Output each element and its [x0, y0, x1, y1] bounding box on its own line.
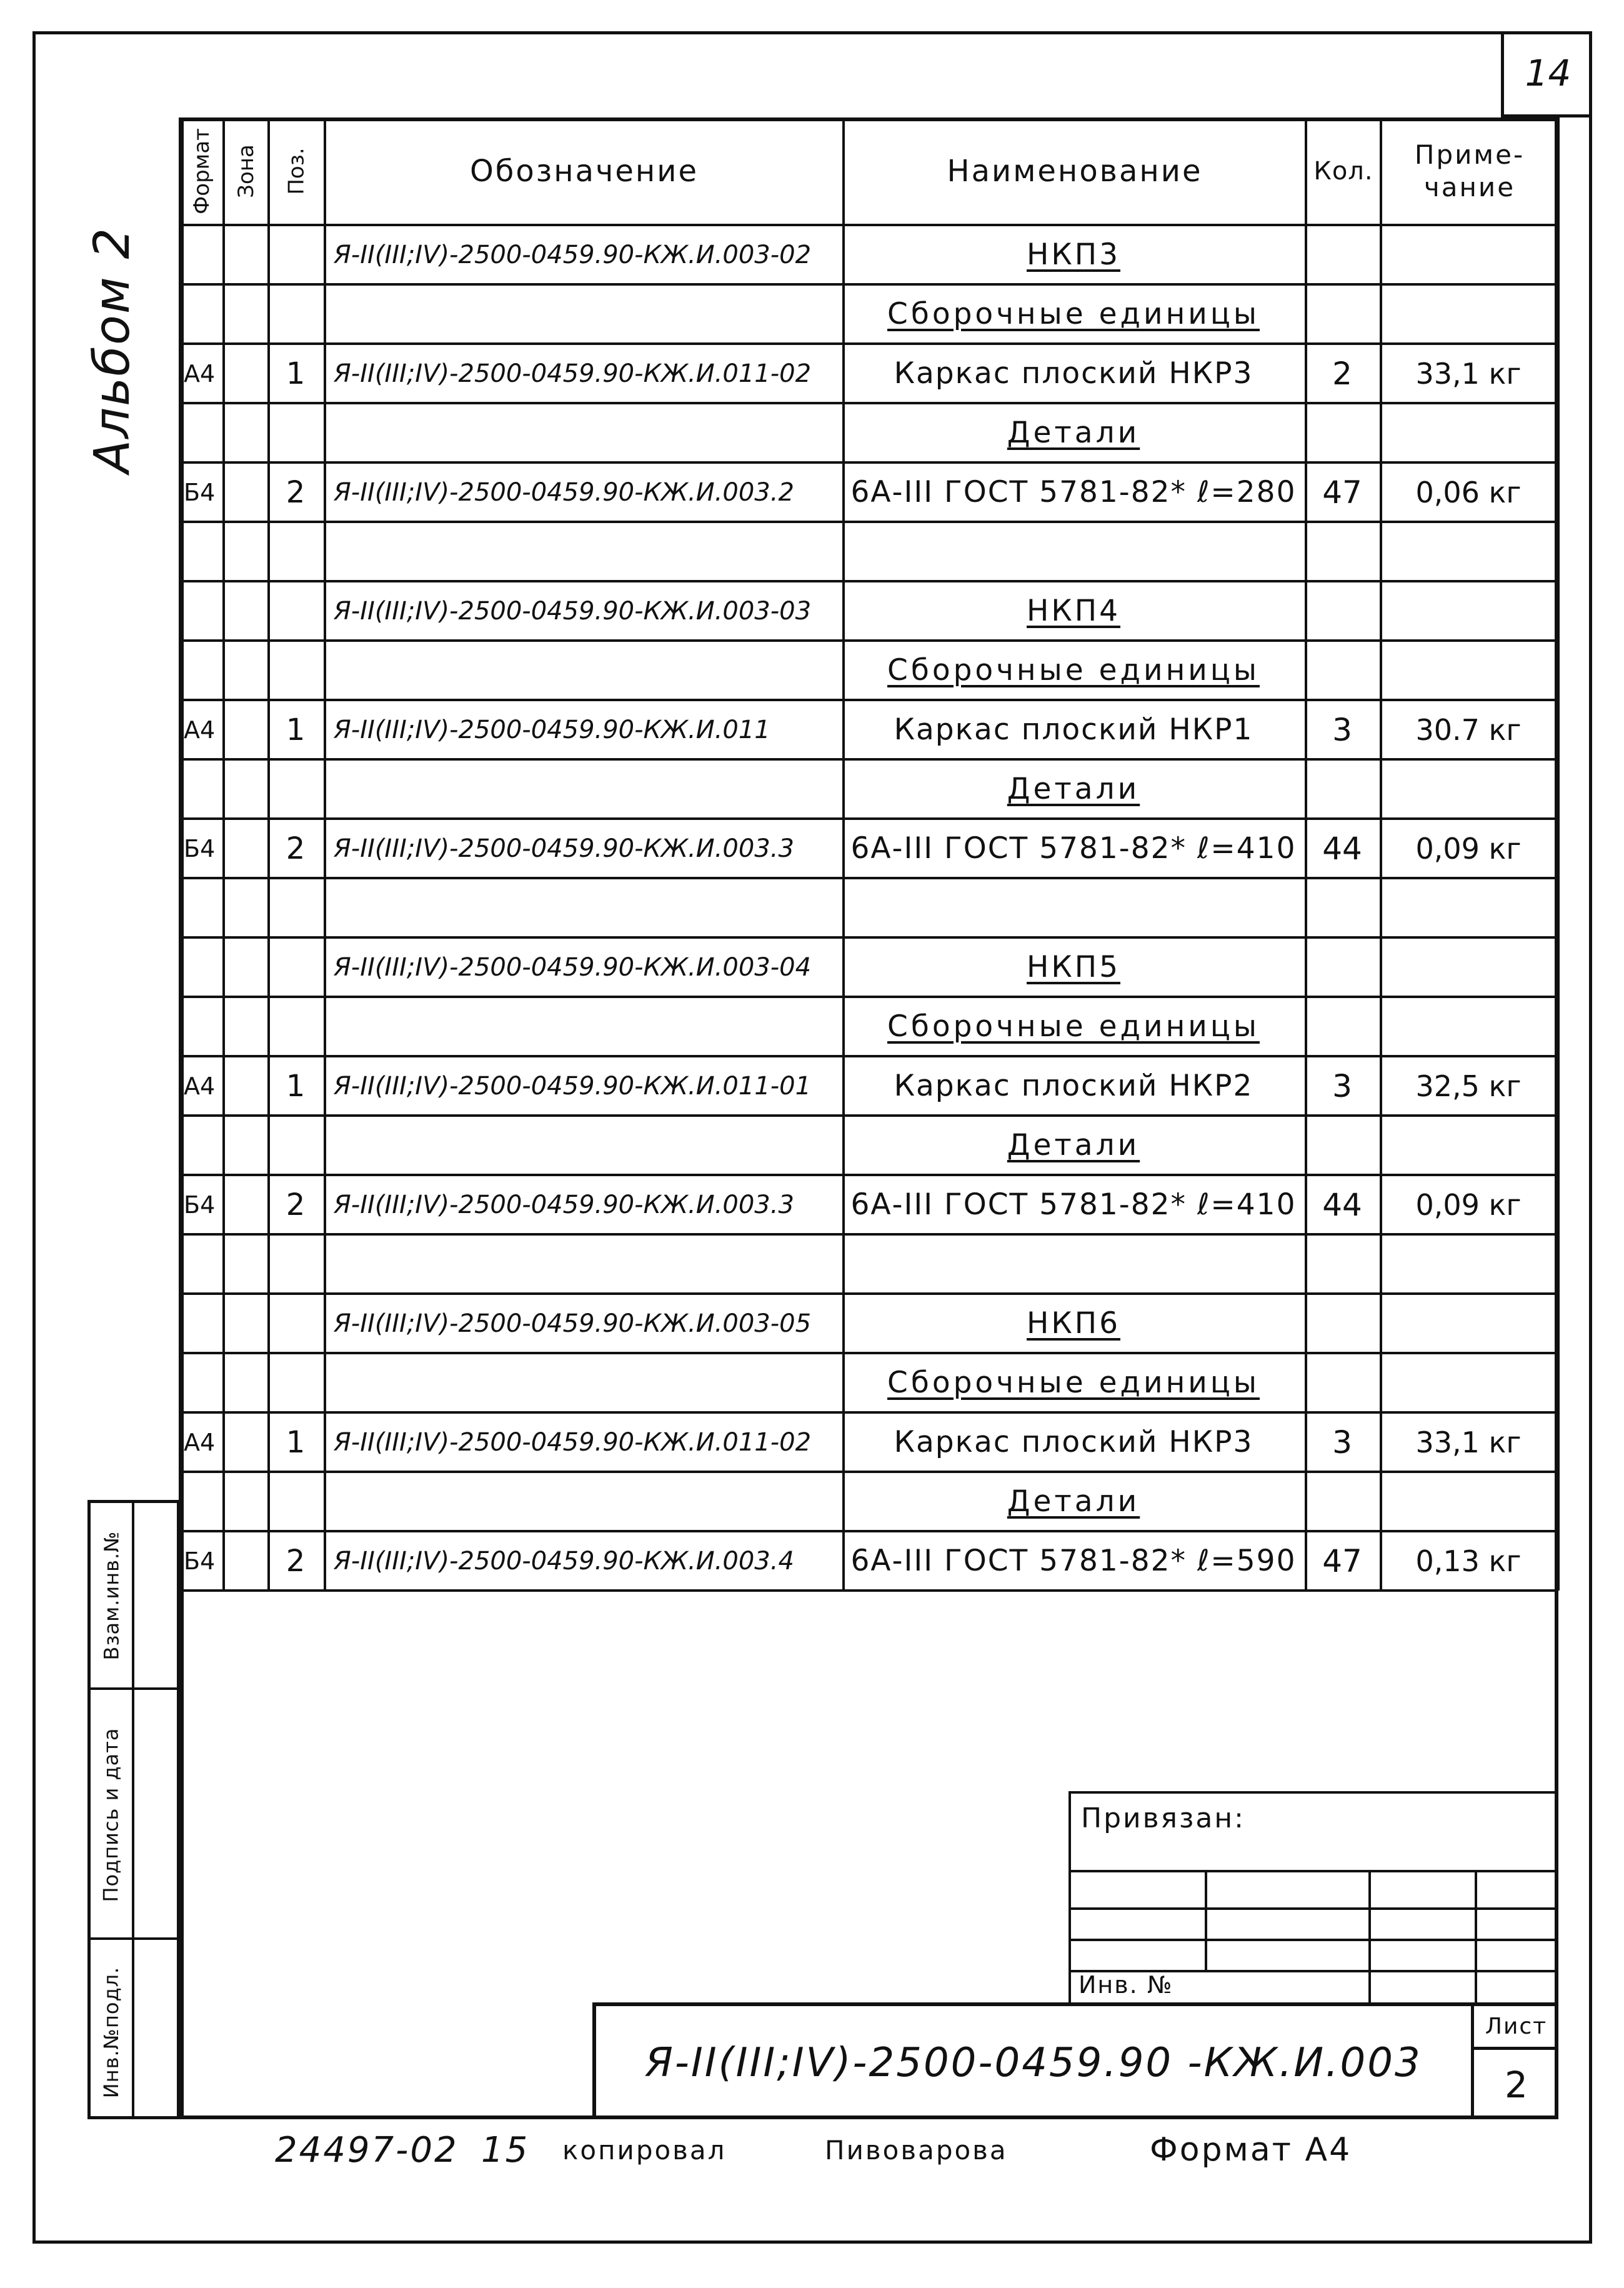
row-format: Б4	[184, 834, 216, 862]
row-quantity: 47	[1322, 474, 1362, 511]
row-designation	[325, 1353, 850, 1412]
table-column-line	[1557, 117, 1560, 1591]
row-designation: Я-II(III;IV)-2500-0459.90-КЖ.И.003-05	[334, 1309, 812, 1338]
row-position	[269, 225, 322, 284]
row-format: Б4	[184, 478, 216, 506]
sheet-value: 2	[1505, 2063, 1528, 2106]
side-stamp	[87, 1500, 180, 2119]
row-quantity	[1306, 1234, 1378, 1294]
row-quantity	[1306, 1116, 1378, 1175]
row-name	[844, 878, 1303, 937]
row-quantity	[1306, 937, 1378, 997]
row-name: НКП5	[1027, 950, 1120, 984]
row-note: 33,1 кг	[1415, 356, 1522, 391]
row-format	[180, 641, 225, 700]
row-position: 2	[286, 1187, 306, 1222]
row-name	[844, 1234, 1303, 1294]
row-designation: Я-II(III;IV)-2500-0459.90-КЖ.И.011-01	[334, 1071, 812, 1101]
row-name: 6А-III ГОСТ 5781-82* ℓ=280	[850, 475, 1297, 509]
row-quantity	[1306, 1353, 1378, 1412]
row-position	[269, 759, 322, 819]
replace-inv-cell	[91, 1503, 132, 1687]
row-position: 2	[286, 831, 306, 866]
signature-date-label: Подпись и дата	[99, 1727, 123, 1902]
row-position	[269, 403, 322, 462]
row-note	[1381, 937, 1556, 997]
row-position: 1	[286, 712, 306, 747]
row-note	[1381, 759, 1556, 819]
row-format: А4	[184, 1072, 216, 1100]
table-column-line	[1305, 117, 1307, 1591]
row-format	[180, 937, 225, 997]
row-quantity	[1306, 581, 1378, 641]
table-column-line	[324, 117, 326, 1591]
row-quantity: 3	[1332, 711, 1352, 748]
row-note: 0,13 кг	[1415, 1544, 1522, 1578]
row-format: Б4	[184, 1547, 216, 1575]
row-position	[269, 1234, 322, 1294]
row-position	[269, 1294, 322, 1353]
binding-col-line	[1475, 1870, 1477, 2004]
header-designation: Обозначение	[469, 154, 699, 189]
row-quantity	[1306, 225, 1378, 284]
row-designation: Я-II(III;IV)-2500-0459.90-КЖ.И.011-02	[334, 1427, 812, 1457]
row-format	[180, 522, 225, 581]
row-note	[1381, 878, 1556, 937]
row-name: Детали	[1007, 1128, 1140, 1162]
row-position: 1	[286, 1068, 306, 1104]
row-name: НКП3	[1027, 237, 1120, 272]
row-name: Детали	[1007, 772, 1140, 806]
binding-col-line	[1205, 1870, 1207, 1970]
row-note	[1381, 581, 1556, 641]
row-format	[180, 225, 225, 284]
row-quantity	[1306, 641, 1378, 700]
table-column-line	[842, 117, 845, 1591]
row-position: 1	[286, 1424, 306, 1460]
footer-copied-label: копировал	[562, 2134, 727, 2166]
row-note	[1381, 997, 1556, 1056]
row-designation: Я-II(III;IV)-2500-0459.90-КЖ.И.003-02	[334, 240, 812, 269]
row-designation	[325, 878, 850, 937]
row-designation	[325, 1234, 850, 1294]
row-format: А4	[184, 716, 216, 744]
row-note: 0,09 кг	[1415, 1187, 1522, 1222]
binding-block	[1069, 1791, 1558, 2004]
row-quantity: 44	[1322, 1186, 1362, 1223]
row-format: А4	[184, 359, 216, 387]
row-designation	[325, 759, 850, 819]
row-format	[180, 1353, 225, 1412]
row-name: Сборочные единицы	[887, 1366, 1260, 1400]
row-position	[269, 1353, 322, 1412]
row-name: Каркас плоский НКР2	[894, 1069, 1253, 1103]
row-format	[180, 1116, 225, 1175]
row-quantity	[1306, 878, 1378, 937]
row-quantity	[1306, 403, 1378, 462]
binding-inv-label: Инв. №	[1079, 1971, 1173, 1999]
table-column-line	[179, 117, 181, 1591]
header-qty: Кол.	[1313, 157, 1373, 186]
row-name	[844, 522, 1303, 581]
header-format: Формат	[189, 128, 215, 214]
row-name: 6А-III ГОСТ 5781-82* ℓ=410	[850, 1187, 1297, 1222]
row-quantity: 3	[1332, 1424, 1352, 1461]
row-quantity	[1306, 284, 1378, 344]
row-note	[1381, 522, 1556, 581]
binding-row-line	[1069, 1907, 1558, 1910]
row-format	[180, 997, 225, 1056]
row-quantity: 47	[1322, 1542, 1362, 1579]
sheet-number: 14	[1501, 31, 1592, 117]
row-note	[1381, 641, 1556, 700]
inv-orig-label: Инв.№подл.	[99, 1966, 124, 2099]
row-name: Детали	[1007, 1484, 1140, 1519]
row-name: Каркас плоский НКР1	[894, 712, 1253, 747]
row-name: Детали	[1007, 416, 1140, 450]
row-quantity: 2	[1332, 355, 1352, 392]
row-designation	[325, 284, 850, 344]
row-designation	[325, 1116, 850, 1175]
row-position	[269, 522, 322, 581]
row-format	[180, 1294, 225, 1353]
binding-row-line	[1069, 1939, 1558, 1941]
row-note	[1381, 284, 1556, 344]
row-quantity	[1306, 997, 1378, 1056]
row-format	[180, 581, 225, 641]
side-stamp-divider	[132, 1937, 183, 1941]
row-quantity	[1306, 1294, 1378, 1353]
header-pos: Поз.	[284, 147, 309, 195]
row-note: 0,06 кг	[1415, 475, 1522, 509]
row-format	[180, 1472, 225, 1531]
row-position	[269, 878, 322, 937]
row-format: А4	[184, 1428, 216, 1456]
row-designation	[325, 997, 850, 1056]
row-quantity	[1306, 759, 1378, 819]
row-position: 1	[286, 356, 306, 391]
row-designation: Я-II(III;IV)-2500-0459.90-КЖ.И.003.3	[334, 834, 794, 863]
row-designation: Я-II(III;IV)-2500-0459.90-КЖ.И.003-03	[334, 596, 812, 626]
table-header-line	[180, 224, 1558, 226]
row-name: Сборочные единицы	[887, 1009, 1260, 1044]
row-quantity: 44	[1322, 830, 1362, 867]
row-format	[180, 878, 225, 937]
row-name: Сборочные единицы	[887, 297, 1260, 331]
row-quantity: 3	[1332, 1067, 1352, 1104]
footer-copied-by: Пивоварова	[825, 2134, 1008, 2166]
row-name: Каркас плоский НКР3	[894, 1425, 1253, 1459]
row-format	[180, 284, 225, 344]
sheet-cell	[1471, 2006, 1558, 2119]
row-designation	[325, 1472, 850, 1531]
row-format: Б4	[184, 1191, 216, 1219]
binding-label: Привязан:	[1081, 1802, 1245, 1834]
row-name: Сборочные единицы	[887, 653, 1260, 687]
row-note	[1381, 1116, 1556, 1175]
header-name: Наименование	[947, 154, 1203, 189]
row-position: 2	[286, 474, 306, 510]
row-designation: Я-II(III;IV)-2500-0459.90-КЖ.И.003-04	[334, 952, 812, 982]
row-position	[269, 1472, 322, 1531]
document-code: Я-II(III;IV)-2500-0459.90 -КЖ.И.003	[645, 2039, 1422, 2086]
replace-inv-label: Взам.инв.№	[99, 1531, 124, 1660]
signature-date-cell	[91, 1687, 132, 1940]
row-designation: Я-II(III;IV)-2500-0459.90-КЖ.И.003.4	[334, 1546, 794, 1576]
footer-page: 15	[481, 2129, 530, 2171]
row-designation: Я-II(III;IV)-2500-0459.90-КЖ.И.011-02	[334, 359, 812, 388]
row-quantity	[1306, 522, 1378, 581]
header-zone: Зона	[234, 144, 259, 198]
row-note	[1381, 1353, 1556, 1412]
row-note	[1381, 403, 1556, 462]
row-position	[269, 581, 322, 641]
row-note: 32,5 кг	[1415, 1069, 1522, 1103]
inv-orig-cell	[91, 1937, 132, 2125]
row-name: НКП6	[1027, 1306, 1120, 1341]
table-column-line	[267, 117, 270, 1591]
header-note: Приме- чание	[1414, 139, 1525, 202]
row-position	[269, 937, 322, 997]
row-designation	[325, 403, 850, 462]
row-note: 30.7 кг	[1415, 712, 1522, 747]
album-label: Альбом 2	[84, 226, 141, 474]
sheet-label: Лист	[1474, 2006, 1558, 2050]
row-note	[1381, 1234, 1556, 1294]
row-designation	[325, 641, 850, 700]
table-column-line	[1380, 117, 1382, 1591]
footer-doc-number: 24497-02	[275, 2129, 459, 2171]
side-stamp-divider	[132, 1687, 183, 1691]
row-note	[1381, 1472, 1556, 1531]
row-position: 2	[286, 1543, 306, 1579]
row-note	[1381, 1294, 1556, 1353]
row-format	[180, 1234, 225, 1294]
row-designation: Я-II(III;IV)-2500-0459.90-КЖ.И.003.2	[334, 477, 794, 507]
row-name: 6А-III ГОСТ 5781-82* ℓ=410	[850, 831, 1297, 866]
row-name: 6А-III ГОСТ 5781-82* ℓ=590	[850, 1544, 1297, 1578]
row-designation: Я-II(III;IV)-2500-0459.90-КЖ.И.011	[334, 715, 770, 744]
row-designation: Я-II(III;IV)-2500-0459.90-КЖ.И.003.3	[334, 1190, 794, 1219]
row-note	[1381, 225, 1556, 284]
row-position	[269, 284, 322, 344]
row-format	[180, 759, 225, 819]
binding-col-line	[1368, 1870, 1371, 2004]
binding-border-top	[1069, 1791, 1558, 1794]
row-position	[269, 1116, 322, 1175]
row-note: 33,1 кг	[1415, 1425, 1522, 1459]
row-name: НКП4	[1027, 594, 1120, 628]
row-position	[269, 641, 322, 700]
binding-row-line	[1069, 1870, 1558, 1872]
row-designation	[325, 522, 850, 581]
footer-format: Формат А4	[1150, 2131, 1352, 2169]
row-format	[180, 403, 225, 462]
row-name: Каркас плоский НКР3	[894, 356, 1253, 391]
title-block	[592, 2002, 1558, 2119]
row-position	[269, 997, 322, 1056]
row-quantity	[1306, 1472, 1378, 1531]
row-note: 0,09 кг	[1415, 831, 1522, 866]
table-column-line	[222, 117, 225, 1591]
